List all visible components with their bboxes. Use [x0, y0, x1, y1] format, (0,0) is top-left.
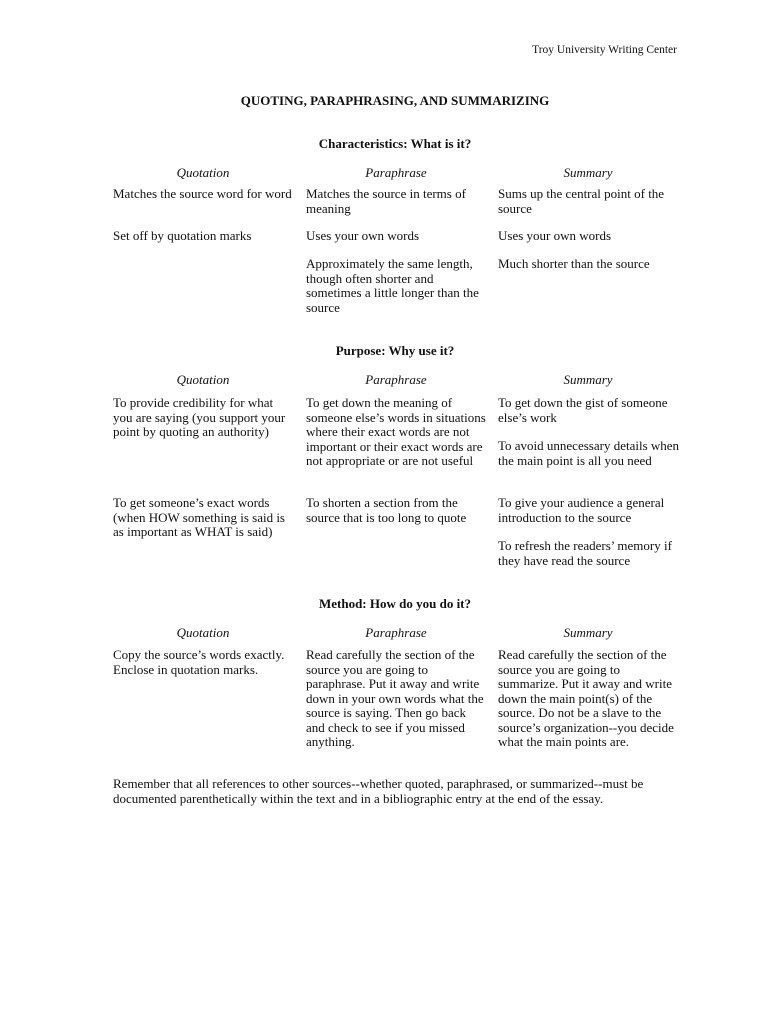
section-title-purpose: Purpose: Why use it?	[335, 343, 455, 358]
cell-paragraph: To avoid unnecessary details when the main point is all you need	[498, 438, 680, 468]
column-header-paraphrase: Paraphrase	[365, 165, 427, 180]
column-header-summary: Summary	[563, 625, 613, 640]
table-cell: Read carefully the section of the source you are going to paraphrase. Put it away and write down in your own words what the source is saying. Then go back and check to see if you missed anything.	[306, 647, 484, 749]
table-cell	[498, 496, 680, 568]
table-cell: Sums up the central point of the source	[498, 186, 665, 216]
table-cell: Uses your own words	[498, 228, 612, 243]
column-header-quotation: Quotation	[176, 372, 230, 387]
table-cell: To get someone’s exact words (when HOW something is said is as important as WHAT is said)	[113, 495, 285, 539]
document-title: QUOTING, PARAPHRASING, AND SUMMARIZING	[240, 93, 550, 108]
header-org: Troy University Writing Center	[532, 44, 677, 56]
table-cell: Uses your own words	[306, 228, 420, 243]
column-header-paraphrase: Paraphrase	[365, 625, 427, 640]
table-cell: To get down the meaning of someone else’s words in situations where their exact words are not important or their exact words are not appropriate or are not useful	[306, 395, 486, 468]
table-cell: Copy the source’s words exactly. Enclose in quotation marks.	[113, 647, 285, 677]
table-cell: Set off by quotation marks	[113, 228, 252, 243]
column-header-summary: Summary	[563, 372, 613, 387]
cell-paragraph: To refresh the readers’ memory if they have read the source	[498, 538, 672, 568]
table-cell	[498, 396, 680, 468]
column-header-summary: Summary	[563, 165, 613, 180]
table-cell: Matches the source word for word	[113, 186, 292, 201]
table-cell: Approximately the same length, though often shorter and sometimes a little longer than the source	[306, 256, 479, 315]
table-cell: Read carefully the section of the source you are going to summarize. Put it away and write down the main point(s) of the source. Do not be a slave to the source’s organization--you decide what the main points are.	[498, 647, 674, 749]
closing-note: Remember that all references to other sources--whether quoted, paraphrased, or summarized--must be documented parenthetically within the text and in a bibliographic entry at the end of the essay.	[113, 776, 644, 806]
table-cell: To shorten a section from the source that is too long to quote	[306, 495, 467, 525]
table-cell: Matches the source in terms of meaning	[306, 186, 466, 216]
section-title-method: Method: How do you do it?	[318, 596, 472, 611]
column-header-quotation: Quotation	[176, 625, 230, 640]
table-cell: To provide credibility for what you are saying (you support your point by quoting an authority)	[113, 395, 286, 439]
cell-paragraph: To give your audience a general introduction to the source	[498, 495, 665, 525]
section-title-characteristics: Characteristics: What is it?	[318, 136, 472, 151]
table-cell: Much shorter than the source	[498, 256, 650, 271]
column-header-quotation: Quotation	[176, 165, 230, 180]
column-header-paraphrase: Paraphrase	[365, 372, 427, 387]
cell-paragraph: To get down the gist of someone else’s work	[498, 395, 668, 425]
